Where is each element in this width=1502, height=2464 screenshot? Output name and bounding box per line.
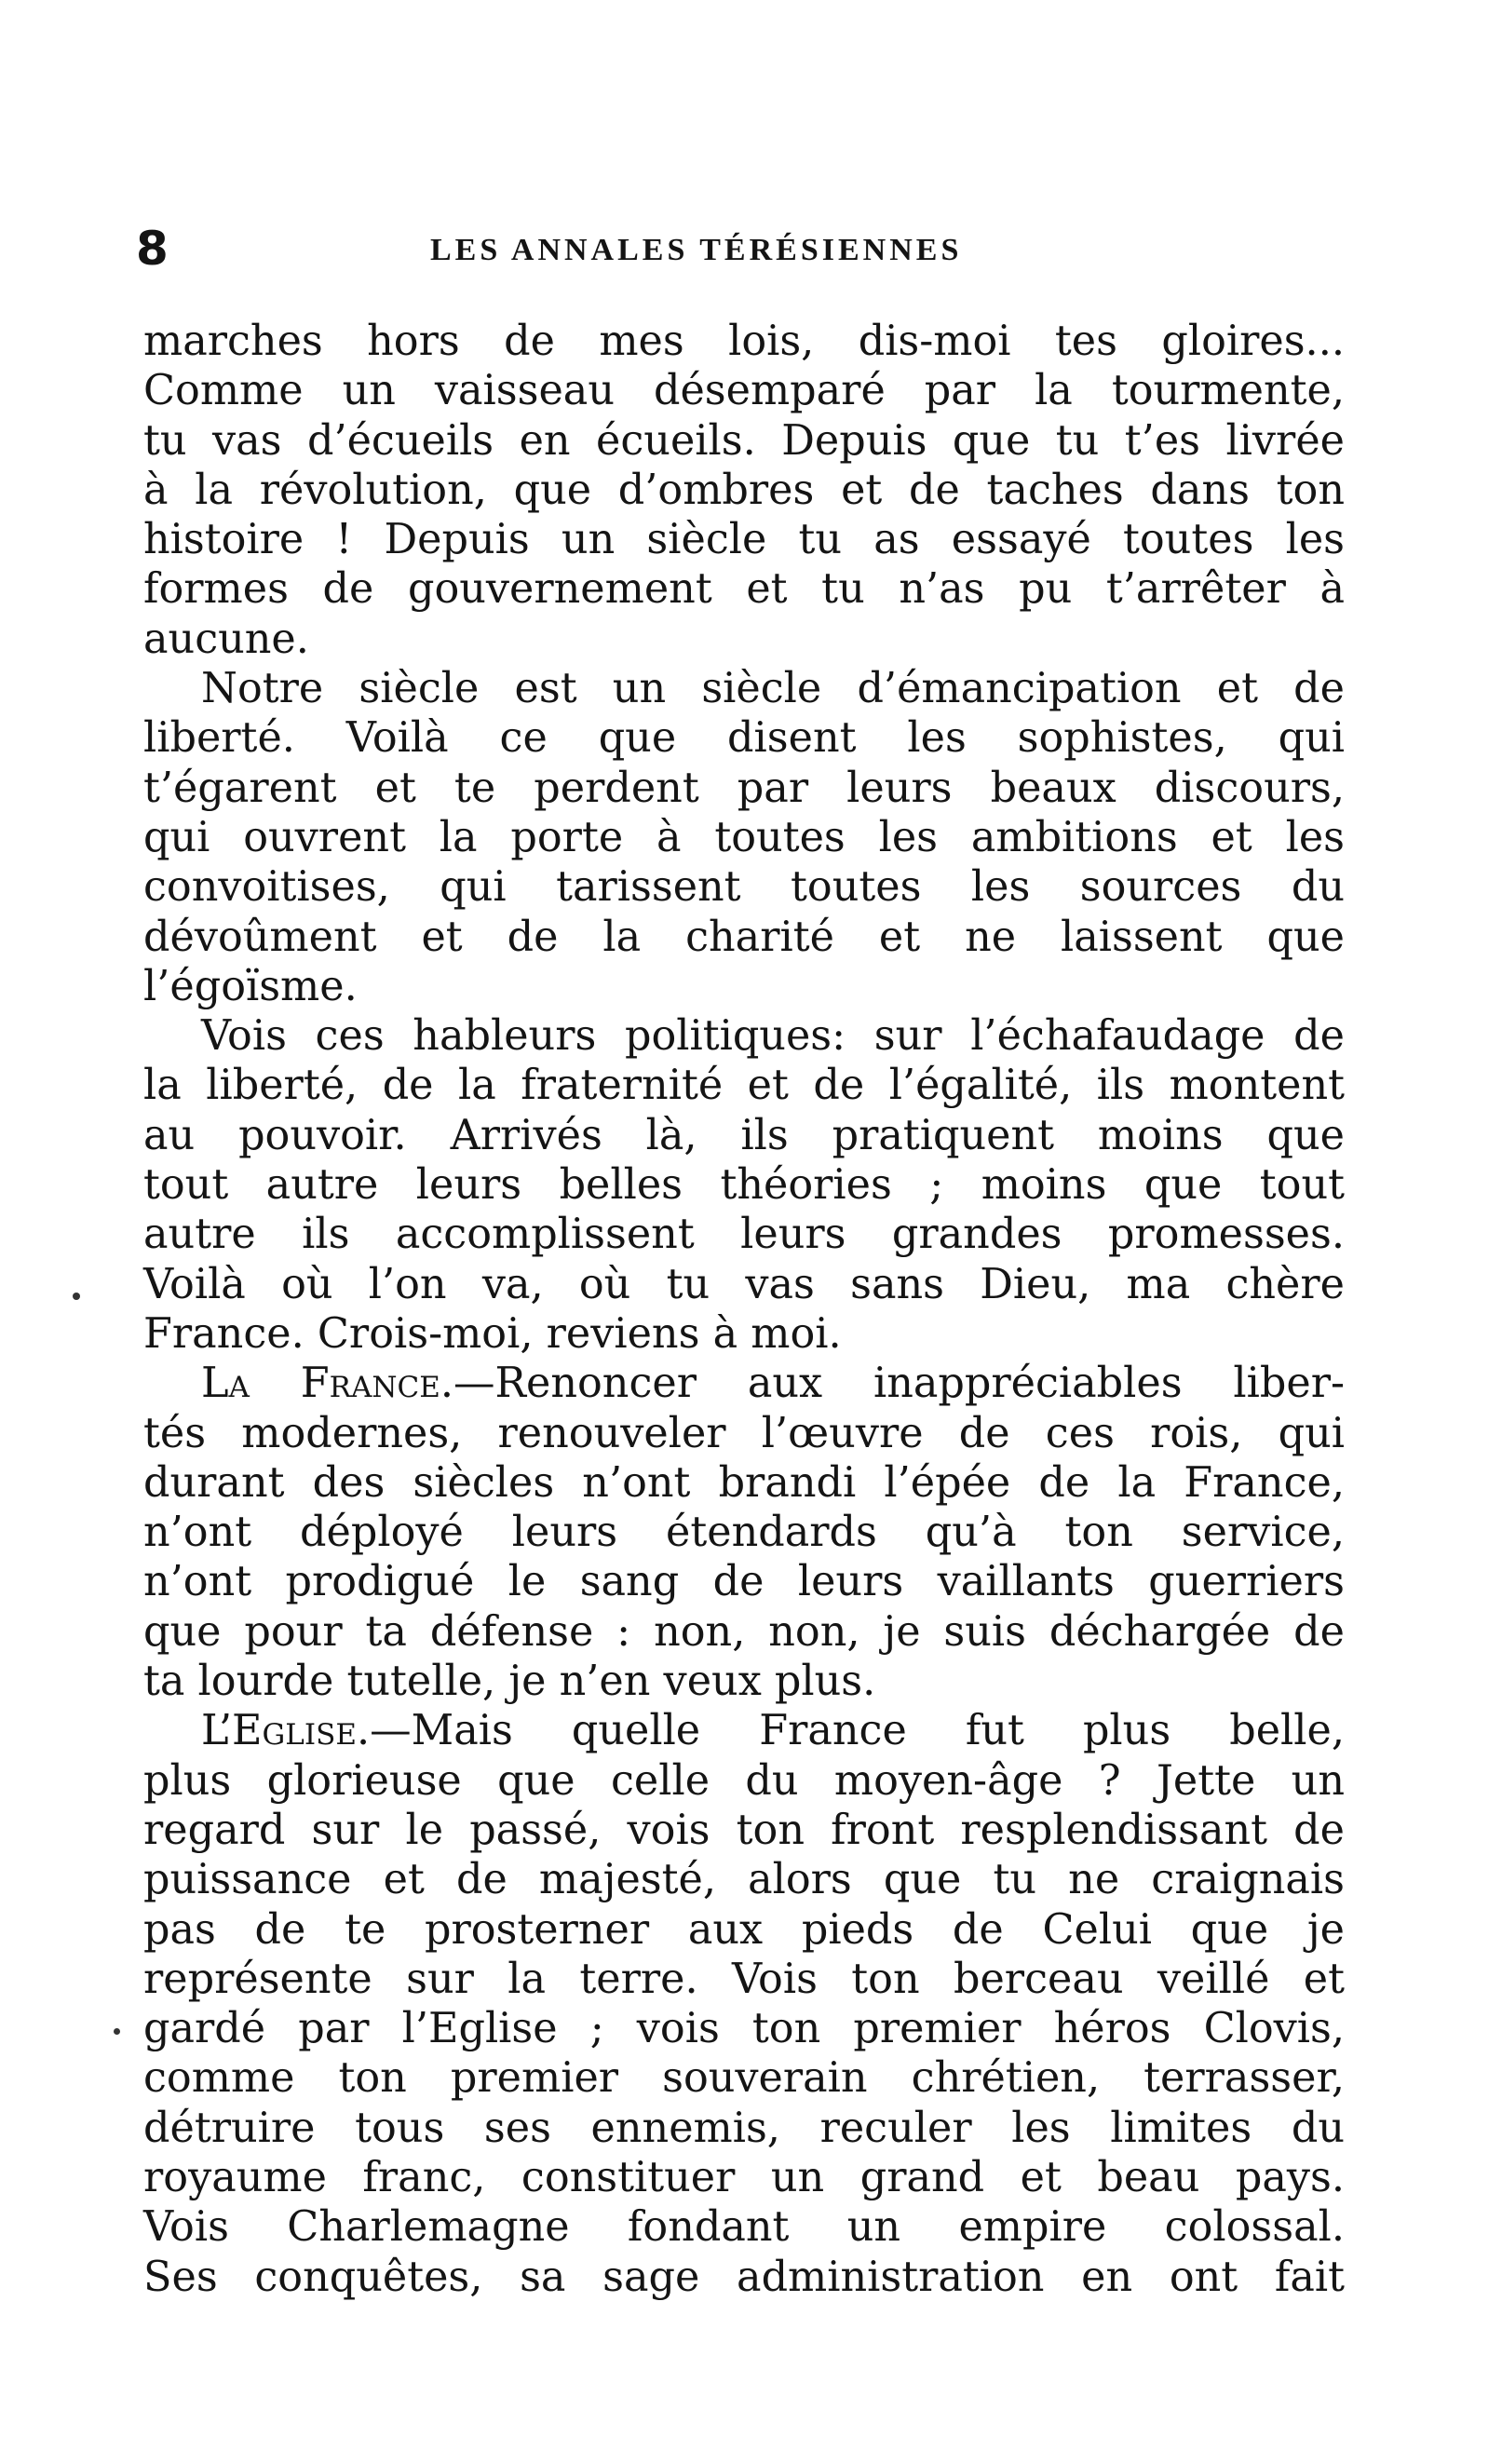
line-text: puissance et de majesté, alors que tu ne craignais <box>143 1856 1345 1904</box>
text-line <box>143 1160 1345 1210</box>
page-number: 8 <box>136 222 169 276</box>
line-text: histoire ! Depuis un siècle tu as essayé toutes les <box>143 516 1345 564</box>
line-text: tés modernes, renouveler l’œuvre de ces rois, qui <box>143 1409 1345 1457</box>
text-line <box>143 913 1345 962</box>
text-line <box>143 862 1345 912</box>
line-text: formes de gouvernement et tu n’as pu t’arrêter à <box>143 565 1345 614</box>
text-line <box>143 1855 1345 1904</box>
line-text: Voilà où l’on va, où tu vas sans Dieu, ma chère <box>143 1260 1345 1308</box>
line-text: qui ouvrent la porte à toutes les ambitions et les <box>143 813 1345 861</box>
line-text: t’égarent et te perdent par leurs beaux discours, <box>143 764 1345 812</box>
running-title: LES ANNALES TÉRÉSIENNES <box>430 233 963 267</box>
text-line <box>143 1806 1345 1855</box>
text-line <box>143 564 1345 614</box>
line-text: Notre siècle est un siècle d’émancipation et de <box>201 665 1345 713</box>
text-line <box>143 2004 1345 2053</box>
line-text: durant des siècles n’ont brandi l’épée de la France, <box>143 1458 1345 1507</box>
line-text: la liberté, de la fraternité et de l’égalité, ils montent <box>143 1062 1345 1110</box>
margin-speck <box>73 1293 80 1300</box>
text-line <box>143 2253 1345 2302</box>
line-text: à la révolution, que d’ombres et de taches dans ton <box>143 466 1345 514</box>
line-text: Comme un vaisseau désemparé par la tourmente, <box>143 367 1345 415</box>
text-line <box>143 1260 1345 1309</box>
line-text: gardé par l’Eglise ; vois ton premier héros Clovis, <box>143 2005 1345 2053</box>
line-text: plus glorieuse que celle du moyen-âge ? Jette un <box>143 1756 1345 1805</box>
text-line <box>143 317 1345 366</box>
text-line <box>143 366 1345 415</box>
text-line <box>143 2053 1345 2103</box>
line-text: convoitises, qui tarissent toutes les sources du <box>143 863 1345 912</box>
text-line <box>143 1458 1345 1508</box>
line-text: ta lourde tutelle, je n’en veux plus. <box>143 1658 876 1706</box>
line-text: n’ont prodigué le sang de leurs vaillants guerriers <box>143 1558 1345 1606</box>
line-text: représente sur la terre. Vois ton berceau veillé et <box>143 1955 1345 2003</box>
text-line <box>143 1557 1345 1606</box>
body-text <box>143 317 1345 2302</box>
line-text: marches hors de mes lois, dis-moi tes gloires... <box>143 318 1345 365</box>
text-line <box>143 713 1345 763</box>
text-line <box>143 1061 1345 1110</box>
line-text: tu vas d’écueils en écueils. Depuis que tu t’es livrée <box>143 416 1345 465</box>
text-line <box>143 615 1345 664</box>
line-text: l’égoïsme. <box>143 962 358 1010</box>
line-text: France. Crois-moi, reviens à moi. <box>143 1309 842 1358</box>
text-line <box>143 466 1345 515</box>
text-line <box>143 1955 1345 2004</box>
text-line <box>143 962 1345 1011</box>
line-text: autre ils accomplissent leurs grandes promesses. <box>143 1211 1345 1259</box>
line-text: aucune. <box>143 615 309 663</box>
text-line <box>143 416 1345 466</box>
line-text: regard sur le passé, vois ton front resplendissant de <box>143 1806 1345 1854</box>
line-text: liberté. Voilà ce que disent les sophistes, qui <box>143 714 1345 763</box>
text-line <box>143 1359 1345 1408</box>
text-line <box>143 2153 1345 2202</box>
text-line <box>143 1409 1345 1458</box>
speaker-name: L’Eglise. <box>201 1707 371 1755</box>
text-line <box>143 1756 1345 1806</box>
text-line <box>143 1309 1345 1359</box>
line-text: comme ton premier souverain chrétien, terrasser, <box>143 2054 1345 2103</box>
line-text: dévoûment et de la charité et ne laissent que <box>143 913 1345 961</box>
line-text: tout autre leurs belles théories ; moins que tout <box>143 1161 1345 1210</box>
text-line <box>143 1905 1345 1955</box>
text-line <box>143 1011 1345 1061</box>
line-text: Vois Charlemagne fondant un empire colossal. <box>143 2203 1345 2252</box>
line-text: —Renoncer aux inappréciables liber- <box>453 1360 1345 1408</box>
line-text: royaume franc, constituer un grand et beau pays. <box>143 2153 1345 2201</box>
margin-speck <box>114 2028 120 2035</box>
line-text: Ses conquêtes, sa sage administration en ont fait <box>143 2253 1345 2301</box>
line-text: —Mais quelle France fut plus belle, <box>370 1707 1345 1755</box>
line-text: pas de te prosterner aux pieds de Celui que je <box>143 1905 1345 1954</box>
text-line <box>143 1508 1345 1557</box>
line-text: n’ont déployé leurs étendards qu’à ton service, <box>143 1509 1345 1557</box>
text-line <box>143 813 1345 862</box>
text-line <box>143 515 1345 564</box>
text-line <box>143 664 1345 713</box>
text-line <box>143 2202 1345 2252</box>
line-text: au pouvoir. Arrivés là, ils pratiquent moins que <box>143 1111 1345 1159</box>
line-text: Vois ces hableurs politiques: sur l’échafaudage de <box>201 1012 1345 1061</box>
text-line <box>143 1657 1345 1706</box>
text-line <box>143 1111 1345 1160</box>
text-line <box>143 1210 1345 1259</box>
speaker-name: La France. <box>201 1360 454 1408</box>
line-text: détruire tous ses ennemis, reculer les limites du <box>143 2104 1345 2152</box>
text-line <box>143 764 1345 813</box>
page-header <box>136 216 1346 281</box>
text-line <box>143 1706 1345 1755</box>
text-line <box>143 2104 1345 2153</box>
text-line <box>143 1607 1345 1657</box>
line-text: que pour ta défense : non, non, je suis déchargée de <box>143 1607 1345 1656</box>
